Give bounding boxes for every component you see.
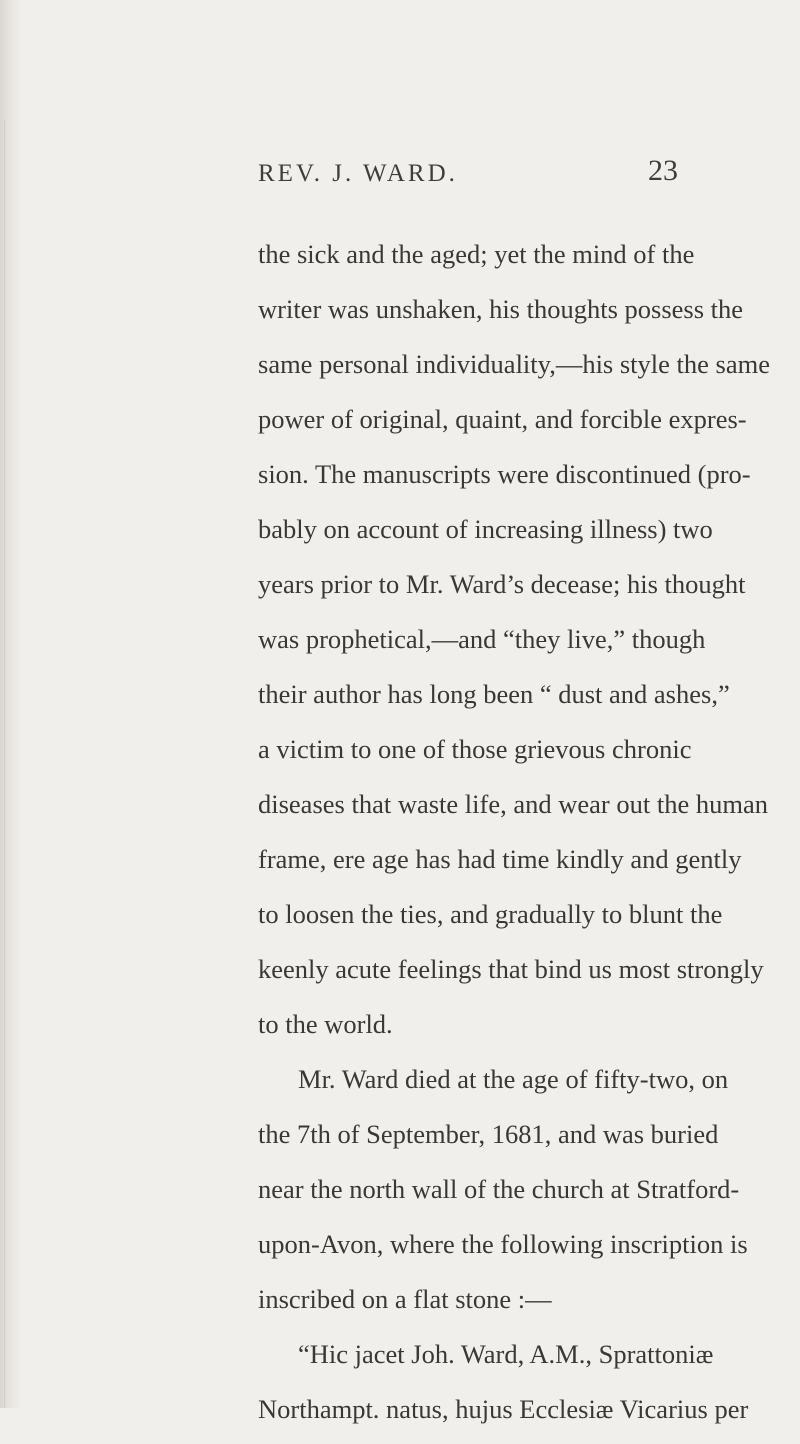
text-line: Mr. Ward died at the age of fifty-two, on	[298, 1064, 729, 1094]
text-line: upon-Avon, where the following inscription is	[258, 1229, 748, 1259]
text-line: writer was unshaken, his thoughts possess the	[258, 294, 744, 324]
text-line: a victim to one of those grievous chronic	[258, 734, 692, 764]
text-line: power of original, quaint, and forcible expres-	[258, 404, 747, 434]
text-line: bably on account of increasing illness) two	[258, 514, 713, 544]
text-line: diseases that waste life, and wear out the human	[258, 789, 768, 819]
binding-gutter	[0, 0, 22, 1408]
text-line: sion. The manuscripts were discontinued (pro-	[258, 459, 751, 489]
text-line: frame, ere age has had time kindly and gently	[258, 844, 742, 874]
text-line: the sick and the aged; yet the mind of the	[258, 239, 695, 269]
text-line: Northampt. natus, hujus Ecclesiæ Vicarius per	[258, 1394, 749, 1424]
text-line: was prophetical,—and “they live,” though	[258, 624, 706, 654]
text-line: to loosen the ties, and gradually to blunt the	[258, 899, 723, 929]
text-line: near the north wall of the church at Stratford-	[258, 1174, 740, 1204]
text-line: their author has long been “ dust and ashes,”	[258, 679, 730, 709]
text-line: “Hic jacet Joh. Ward, A.M., Sprattoniæ	[298, 1339, 714, 1369]
text-line: same personal individuality,—his style the same	[258, 349, 770, 379]
text-line: inscribed on a flat stone :—	[258, 1284, 552, 1314]
running-head: REV. J. WARD.	[258, 160, 458, 187]
text-line: the 7th of September, 1681, and was buried	[258, 1119, 719, 1149]
page-header	[258, 154, 678, 200]
text-line: keenly acute feelings that bind us most strongly	[258, 954, 764, 984]
text-line: years prior to Mr. Ward’s decease; his thought	[258, 569, 746, 599]
page-number: 23	[648, 154, 678, 187]
gutter-edge-line	[4, 120, 5, 1408]
body-text	[258, 234, 770, 1444]
text-line: to the world.	[258, 1009, 393, 1039]
